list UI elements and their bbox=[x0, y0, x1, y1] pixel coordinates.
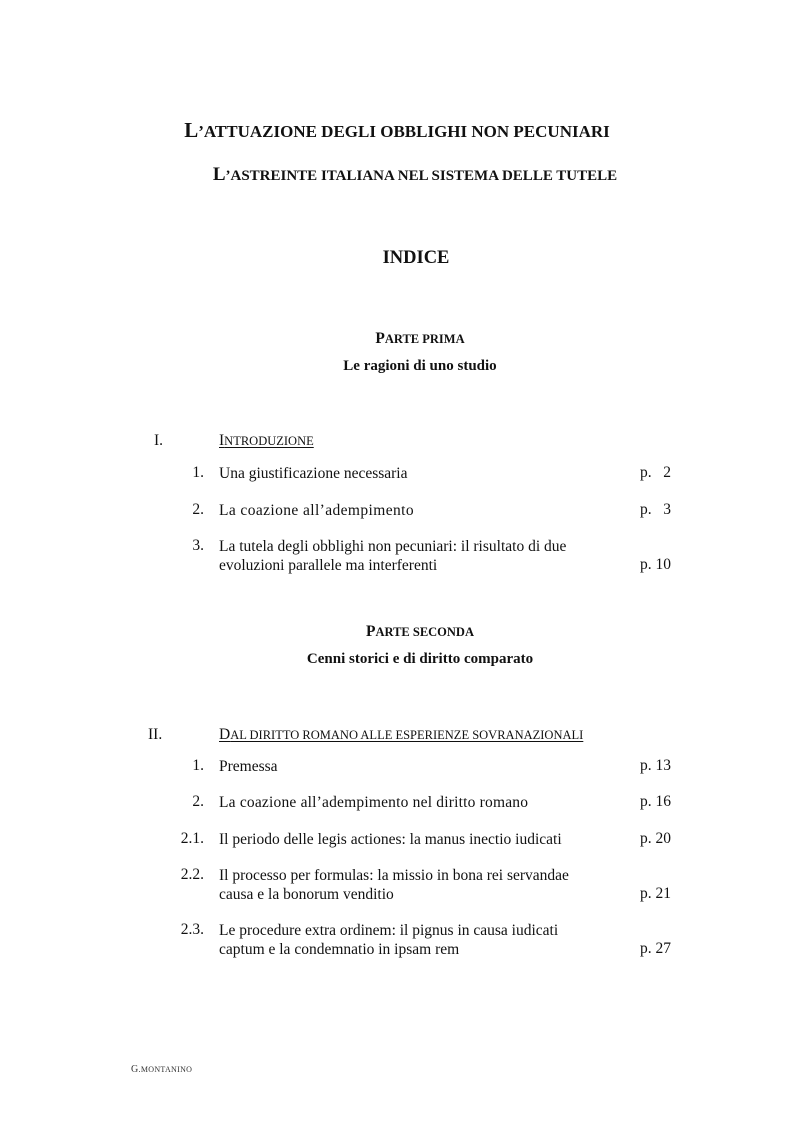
part1-label-initial: P bbox=[375, 330, 385, 347]
toc-entry-line1: La tutela degli obblighi non pecuniari: il risultato di due bbox=[219, 538, 567, 555]
toc-entry-page: p. 20 bbox=[640, 830, 671, 847]
toc-entry-number: 2. bbox=[192, 501, 204, 518]
chapter1-number: I. bbox=[154, 432, 164, 449]
chapter2-number: II. bbox=[148, 726, 163, 743]
toc-entry-number: 3. bbox=[192, 537, 204, 554]
toc-entry-number: 1. bbox=[192, 757, 204, 774]
document-subtitle bbox=[0, 164, 794, 186]
chapter1-title[interactable] bbox=[219, 432, 314, 450]
index-heading: INDICE bbox=[382, 248, 450, 268]
chapter2-title-initial: D bbox=[219, 726, 231, 743]
toc-entry-page: p. 10 bbox=[640, 556, 671, 573]
toc-entry-line1: Il processo per formulas: la missio in bona rei servandae bbox=[219, 867, 569, 884]
chapter2-title-rest: AL DIRITTO ROMANO ALLE ESPERIENZE SOVRANAZIONALI bbox=[230, 728, 584, 742]
toc-entry-text[interactable] bbox=[219, 866, 619, 904]
subtitle-rest: ’ASTREINTE ITALIANA NEL SISTEMA DELLE TUTELE bbox=[225, 168, 618, 184]
toc-entry-page: p. 13 bbox=[640, 757, 671, 774]
toc-entry-number: 2.2. bbox=[180, 866, 204, 883]
toc-entry-page: p. 3 bbox=[640, 501, 671, 518]
part2-label-initial: P bbox=[365, 623, 376, 640]
toc-entry-line1: Le procedure extra ordinem: il pignus in causa iudicati bbox=[219, 922, 559, 939]
toc-entry-text[interactable]: Una giustificazione necessaria bbox=[219, 465, 408, 482]
part1-label-rest: ARTE PRIMA bbox=[384, 332, 465, 346]
toc-entry-text[interactable]: La coazione all’adempimento nel diritto romano bbox=[219, 794, 529, 811]
toc-entry-page: p. 2 bbox=[640, 464, 671, 481]
toc-entry-text[interactable]: Premessa bbox=[219, 758, 278, 775]
document-title bbox=[0, 118, 794, 143]
toc-entry-text[interactable]: La coazione all’adempimento bbox=[219, 502, 414, 519]
footer-rest: .MONTANINO bbox=[138, 1065, 193, 1074]
toc-entry-page: p. 21 bbox=[640, 885, 671, 902]
chapter1-title-rest: NTRODUZIONE bbox=[224, 434, 314, 448]
title-rest: ’ATTUAZIONE DEGLI OBBLIGHI NON PECUNIARI bbox=[198, 122, 610, 141]
toc-entry-number: 2.3. bbox=[180, 921, 204, 938]
footer-initial: G bbox=[131, 1064, 139, 1075]
toc-entry-text[interactable]: Il periodo delle legis actiones: la manus inectio iudicati bbox=[219, 831, 562, 848]
toc-entry-line2: captum e la condemnatio in ipsam rem bbox=[219, 941, 460, 958]
toc-entry-page: p. 27 bbox=[640, 940, 671, 957]
toc-entry-text[interactable] bbox=[219, 921, 619, 959]
toc-entry-line2: evoluzioni parallele ma interferenti bbox=[219, 557, 438, 574]
part2-label bbox=[0, 623, 794, 641]
chapter1-title-initial: I bbox=[219, 432, 225, 449]
toc-entry-line2: causa e la bonorum venditio bbox=[219, 886, 394, 903]
part2-subtitle: Cenni storici e di diritto comparato bbox=[306, 651, 534, 667]
part1-subtitle: Le ragioni di uno studio bbox=[343, 358, 497, 374]
subtitle-initial: L bbox=[212, 164, 226, 185]
toc-entry-number: 2. bbox=[192, 793, 204, 810]
chapter2-title[interactable] bbox=[219, 726, 583, 744]
toc-entry-number: 2.1. bbox=[180, 830, 204, 847]
toc-entry-page: p. 16 bbox=[640, 793, 671, 810]
part1-label bbox=[0, 330, 794, 348]
title-initial: L bbox=[184, 118, 199, 142]
part2-label-rest: ARTE SECONDA bbox=[375, 625, 474, 639]
toc-entry-text[interactable] bbox=[219, 537, 619, 575]
author-footer bbox=[131, 1064, 192, 1075]
toc-entry-number: 1. bbox=[192, 464, 204, 481]
